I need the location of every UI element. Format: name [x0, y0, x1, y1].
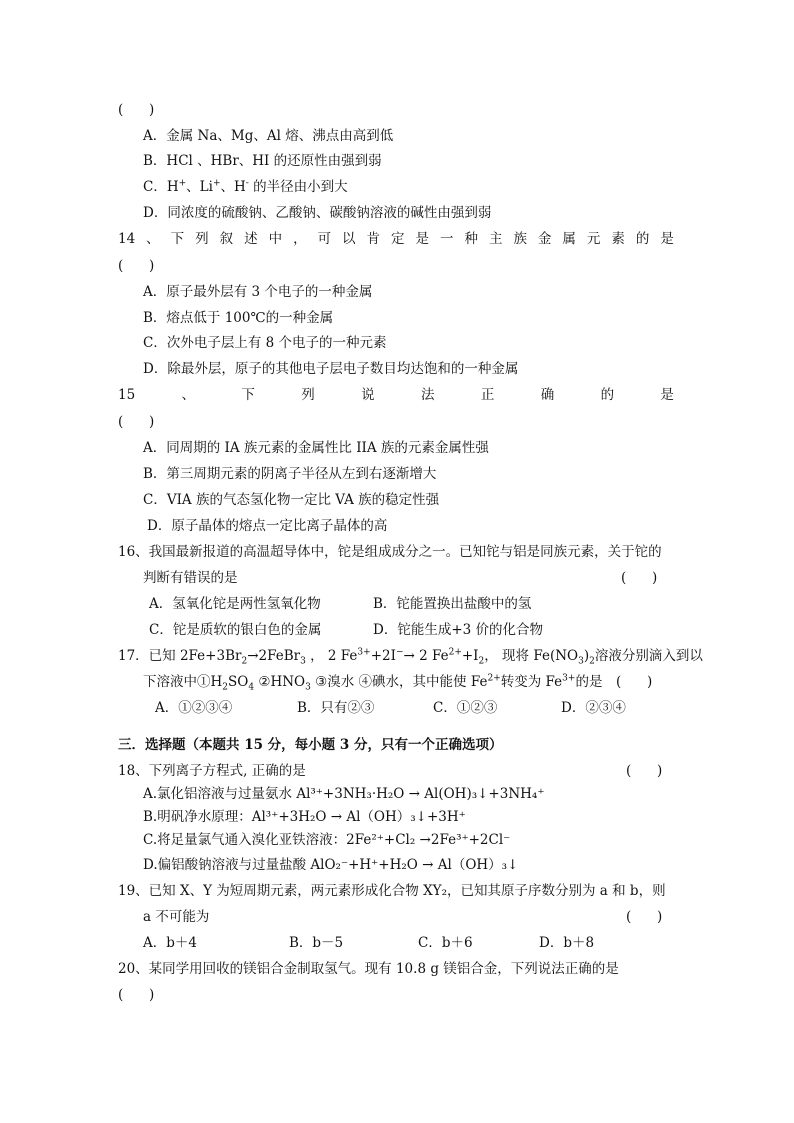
q19-stem-cont: a 不可能为 [143, 909, 210, 925]
q16-option-b[interactable]: B．铊能置换出盐酸中的氢 [373, 596, 532, 612]
q14-option-b[interactable]: B．熔点低于 100℃的一种金属 [143, 310, 334, 326]
q18-option-a[interactable]: A.氯化铝溶液与过量氨水 Al³⁺+3NH₃·H₂O → Al(OH)₃↓+3NH₄⁺ [143, 786, 545, 802]
q15-option-b[interactable]: B．第三周期元素的阴离子半径从左到右逐渐增大 [143, 466, 437, 482]
q17-stem: 17．已知 $2Fe+3Br_2\to 2FeBr_3$ ， 2 $Fe^{3+}+2I^-\to 2$ $Fe^{2+}+I_2$， 现将 $Fe(NO_3)_2$溶液分别滴入到以 [118, 647, 703, 667]
q17-option-a[interactable]: A．①②③④ [155, 700, 233, 716]
q13-option-d[interactable]: D．同浓度的硫酸钠、乙酸钠、碳酸钠溶液的碱性由强到弱 [143, 205, 492, 221]
q19-stem: 19、已知 X、Y 为短周期元素，两元素形成化合物 XY₂，已知其原子序数分别为 a 和 b，则 [118, 883, 666, 899]
q13-answer-paren[interactable]: ( ) [118, 102, 155, 118]
section-3-heading: 三．选择题（本题共 15 分，每小题 3 分，只有一个正确选项） [118, 737, 503, 753]
q19-option-d[interactable]: D．b＋8 [539, 935, 595, 951]
q17-option-c[interactable]: C．①②③ [433, 700, 498, 716]
q18-answer-paren[interactable]: ( ) [626, 763, 663, 779]
q18-option-b[interactable]: B.明矾净水原理：Al³⁺+3H₂O → Al（OH）₃↓+3H⁺ [143, 809, 466, 825]
q18-option-c[interactable]: C.将足量氯气通入溴化亚铁溶液：2Fe²⁺+Cl₂ →2Fe³⁺+2Cl⁻ [143, 832, 511, 848]
q20-answer-paren[interactable]: ( ) [118, 987, 155, 1003]
q14-option-a[interactable]: A．原子最外层有 3 个电子的一种金属 [143, 284, 373, 300]
q16-option-c[interactable]: C．铊是质软的银白色的金属 [149, 622, 322, 638]
q19-option-b[interactable]: B．b－5 [289, 935, 344, 951]
q14-option-c[interactable]: C．次外电子层上有 8 个电子的一种元素 [143, 335, 387, 351]
q15-option-a[interactable]: A．同周期的 IA 族元素的金属性比 IIA 族的元素金属性强 [143, 440, 489, 456]
q17-option-d[interactable]: D．②③④ [561, 700, 626, 716]
q20-stem: 20、某同学用回收的镁铝合金制取氢气。现有 10.8 g 镁铝合金，下列说法正确的是 [118, 961, 619, 977]
q13-option-c[interactable]: C．H+、Li+、H- 的半径由小到大 [143, 178, 348, 195]
q18-stem: 18、下列离子方程式, 正确的是 [118, 763, 306, 779]
q14-answer-paren[interactable]: ( ) [118, 258, 155, 274]
q16-option-d[interactable]: D．铊能生成+3 价的化合物 [373, 622, 544, 638]
q14-option-d[interactable]: D．除最外层，原子的其他电子层电子数目均达饱和的一种金属 [143, 361, 519, 377]
q16-stem-cont: 判断有错误的是 [143, 570, 238, 586]
q16-stem: 16、我国最新报道的高温超导体中，铊是组成成分之一。已知铊与铝是同族元素，关于铊的 [118, 544, 662, 560]
q15-option-d[interactable]: D．原子晶体的熔点一定比离子晶体的高 [147, 518, 388, 534]
q19-option-a[interactable]: A．b＋4 [143, 935, 197, 951]
q17-stem-cont: 下溶液中$①H_2SO_4$ $②HNO_3$ ③溴水 ④碘水，其中能使 $Fe^{2+}$转变为 $Fe^{3+}$的是 [143, 673, 603, 693]
q15-option-c[interactable]: C．VIA 族的气态氢化物一定比 VA 族的稳定性强 [143, 492, 440, 508]
q13-option-b[interactable]: B．HCl 、HBr、HI 的还原性由强到弱 [143, 153, 382, 169]
q19-option-c[interactable]: C．b＋6 [418, 935, 473, 951]
q16-answer-paren[interactable]: ( ) [621, 570, 658, 586]
q17-answer-paren[interactable]: ( ) [616, 674, 653, 690]
q16-option-a[interactable]: A．氢氧化铊是两性氢氧化物 [149, 596, 321, 612]
q18-option-d[interactable]: D.偏铝酸钠溶液与过量盐酸 AlO₂⁻+H⁺+H₂O → Al（OH）₃↓ [143, 857, 519, 873]
q17-option-b[interactable]: B．只有②③ [297, 700, 375, 716]
q15-answer-paren[interactable]: ( ) [118, 414, 155, 430]
q13-option-a[interactable]: A．金属 Na、Mg、Al 熔、沸点由高到低 [143, 128, 394, 144]
q15-stem: 15 、 下 列 说 法 正 确 的 是 [118, 387, 674, 403]
q19-answer-paren[interactable]: ( ) [626, 909, 663, 925]
q14-stem: 14 、 下 列 叙 述 中 ， 可 以 肯 定 是 一 种 主 族 金 属 元 素 的 是 [118, 231, 674, 247]
